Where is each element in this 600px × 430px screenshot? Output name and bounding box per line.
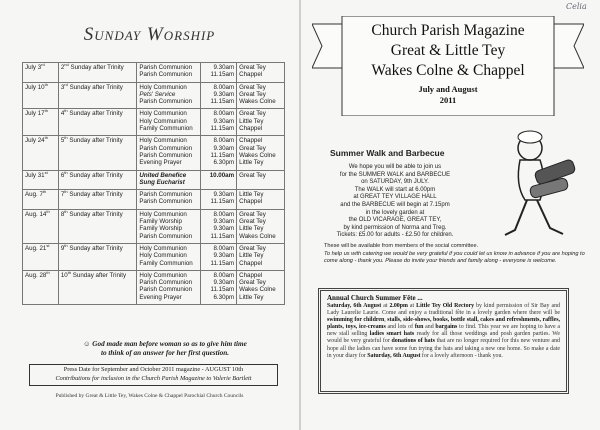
date-suffix: th — [44, 135, 48, 141]
summer-walk-details — [320, 164, 470, 240]
sunday-suffix: rd — [64, 81, 68, 87]
time-cell — [201, 170, 237, 190]
fete-text-segment: by kind permission of Sir Bay and Lady Laurelie Laurie. Come and enjoy a traditional fête in a lovely garden where there will be — [327, 303, 560, 317]
service-name: Parish Communion — [139, 286, 193, 294]
place-cell — [237, 190, 285, 210]
service-name: Holy Communion — [139, 110, 187, 118]
service-place: Great Tey — [239, 244, 266, 252]
sunday-text: Sunday after Trinity — [67, 244, 123, 252]
contributions-note: Contributions for inclusion in the Church Parish Magazine to Valerie Bartlett — [55, 374, 252, 382]
time-cell — [201, 109, 237, 136]
service-place: Wakes Colne — [239, 232, 276, 240]
service-time: 8.00am — [213, 83, 235, 91]
magazine-banner — [312, 16, 584, 116]
service-name: Holy Communion — [139, 244, 187, 252]
sunday-number: 7 — [60, 191, 65, 199]
summer-walk-line: the OLD VICARAGE, GREAT TEY, — [348, 217, 442, 224]
date-cell — [23, 209, 59, 243]
service-place: Little Tey — [239, 225, 264, 233]
service-name: Holy Communion — [139, 252, 187, 260]
date-suffix: th — [46, 208, 50, 214]
sunday-number: 4 — [60, 110, 65, 118]
sunday-suffix: th — [67, 269, 72, 275]
banner-year: 2011 — [439, 95, 457, 105]
service-name: Holy Communion — [139, 83, 187, 91]
time-cell — [201, 243, 237, 270]
sunday-text: Sunday after Trinity — [67, 210, 123, 218]
table-row — [23, 190, 285, 210]
service-time: 11.15am — [210, 198, 235, 206]
chef-illustration — [485, 130, 580, 240]
service-time: 11.15am — [210, 259, 235, 267]
summer-walk-title: Summer Walk and Barbecue — [330, 148, 445, 158]
service-place: Wakes Colne — [239, 98, 276, 106]
place-cell — [237, 136, 285, 170]
summer-walk-line: for the SUMMER WALK and BARBECUE — [339, 171, 451, 178]
sunday-cell — [58, 63, 137, 83]
sunday-text: Sunday after Trinity — [67, 171, 123, 179]
service-name: Parish Communion — [139, 98, 193, 106]
sunday-suffix: th — [64, 189, 68, 195]
time-cell — [201, 190, 237, 210]
fete-text-segment: for a lovely afternoon - thank you. — [420, 352, 503, 359]
fete-text-segment: ready for all those weddings and posh garden parties. We would be very grateful for — [327, 331, 560, 345]
service-cell — [137, 136, 201, 170]
service-place: Chappel — [239, 137, 263, 145]
joke-line-1: God made man before woman so as to give him time — [92, 340, 247, 348]
service-place: Great Tey — [239, 171, 266, 179]
sunday-suffix: th — [64, 169, 68, 175]
service-name: Holy Communion — [139, 117, 187, 125]
service-time: 11.15am — [210, 232, 235, 240]
service-name: Holy Communion — [139, 210, 187, 218]
service-time: 8.00am — [213, 271, 235, 279]
service-name: Holy Communion — [139, 137, 187, 145]
service-place: Little Tey — [239, 159, 264, 167]
sunday-number: 10 — [60, 271, 68, 279]
fete-text-segment: to find. This year we are hoping to have a new stall selling — [327, 324, 560, 338]
service-cell — [137, 243, 201, 270]
date: July 3 — [25, 64, 42, 71]
handwritten-name: Celia — [566, 2, 587, 11]
service-place: Great Tey — [239, 64, 266, 71]
service-name: Family Worship — [139, 218, 182, 226]
left-page — [0, 0, 299, 430]
summer-walk-line: at GREAT TEY VILLAGE HALL — [353, 194, 437, 201]
table-row — [23, 243, 285, 270]
fete-text-segment: donations of hats — [391, 338, 435, 345]
sunday-suffix: th — [64, 135, 68, 141]
sunday-cell — [58, 170, 137, 190]
place-cell — [237, 209, 285, 243]
service-place: Wakes Colne — [239, 286, 276, 294]
service-time: 9.30am — [213, 90, 235, 98]
sunday-cell — [58, 270, 137, 304]
fete-text-segment: ladies smart hats — [369, 331, 415, 338]
date: July 31 — [25, 171, 45, 179]
service-name: Family Communion — [139, 259, 193, 267]
service-place: Great Tey — [239, 110, 266, 118]
service-time: 9.30am — [213, 64, 235, 71]
sunday-text: Sunday after Trinity — [71, 271, 127, 279]
sunday-suffix: th — [64, 208, 68, 214]
publisher-note: Published by Great & Little Tey, Wakes Colne & Chappel Parochial Church Councils — [55, 393, 244, 399]
fete-text-segment: and lots of — [385, 324, 415, 331]
service-cell — [137, 82, 201, 109]
date-cell — [23, 270, 59, 304]
service-place: Chappel — [239, 125, 263, 133]
tickets-availability: These will be available from members of the social committee. — [324, 243, 479, 249]
service-place: Chappel — [239, 259, 263, 267]
place-cell — [237, 270, 285, 304]
service-time: 11.15am — [210, 125, 235, 133]
place-cell — [237, 243, 285, 270]
service-time: 11.15am — [210, 286, 235, 294]
sunday-number: 6 — [60, 171, 65, 179]
page-title: Sunday Worship — [83, 24, 216, 45]
date-suffix: th — [46, 269, 50, 275]
service-place: Chappel — [239, 71, 263, 79]
service-time: 8.00am — [213, 244, 235, 252]
table-row — [23, 136, 285, 170]
date-suffix: st — [44, 169, 48, 175]
table-row — [23, 170, 285, 190]
place-cell — [237, 82, 285, 109]
place-cell — [237, 170, 285, 190]
summer-walk-line: We hope you will be able to join us — [348, 164, 442, 170]
date-cell — [23, 190, 59, 210]
fete-text-segment: at — [381, 303, 390, 309]
smiley-icon: ☺ — [83, 340, 93, 348]
date-cell — [23, 170, 59, 190]
sunday-suffix: nd — [64, 61, 69, 67]
service-place: Great Tey — [239, 90, 266, 98]
time-cell — [201, 82, 237, 109]
table-row — [23, 82, 285, 109]
time-cell — [201, 209, 237, 243]
table-row — [23, 270, 285, 304]
service-place: Little Tey — [239, 293, 264, 301]
service-name: Family Worship — [139, 225, 182, 233]
fete-text-segment: Saturday, 6th August — [367, 352, 421, 359]
service-place: Chappel — [239, 271, 263, 279]
service-time: 9.30am — [213, 117, 235, 125]
sunday-number: 3 — [60, 83, 65, 91]
service-name: Evening Prayer — [139, 159, 182, 167]
service-time: 6.30pm — [213, 159, 235, 167]
service-name: Pets' Service — [139, 90, 176, 98]
service-time: 9.30am — [213, 252, 235, 260]
worship-table — [22, 62, 285, 305]
date: July 24 — [25, 137, 45, 145]
summer-walk-line: Tickets: £5.00 for adults - £2.50 for children. — [336, 232, 454, 239]
date-cell — [23, 109, 59, 136]
service-time: 8.00am — [213, 137, 235, 145]
service-name: Parish Communion — [139, 279, 193, 287]
date-suffix: th — [44, 81, 48, 87]
joke-line-2: to think of an answer for her first question. — [100, 348, 229, 357]
sunday-cell — [58, 109, 137, 136]
service-name: Parish Communion — [139, 144, 193, 152]
date-suffix: th — [42, 189, 47, 195]
service-name: Parish Communion — [139, 198, 193, 206]
service-place: Little Tey — [239, 191, 264, 199]
fete-text-segment: fun — [414, 324, 424, 331]
press-date: Press Date for September and October 2011 magazine - AUGUST 10th — [63, 366, 244, 373]
fete-text-segment: Saturday, 6th August — [327, 303, 382, 309]
service-time: 8.00am — [213, 110, 235, 118]
service-place: Great Tey — [239, 144, 266, 152]
banner-title: Church Parish Magazine — [371, 22, 525, 39]
service-cell — [137, 109, 201, 136]
service-cell — [137, 209, 201, 243]
date-cell — [23, 136, 59, 170]
service-name: Parish Communion — [139, 232, 193, 240]
date: July 17 — [25, 110, 45, 118]
date-cell — [23, 63, 59, 83]
service-name: Evening Prayer — [139, 293, 182, 301]
service-name: Holy Communion — [139, 271, 187, 279]
joke — [60, 340, 270, 357]
summer-walk-note — [324, 243, 589, 266]
sunday-number: 2 — [60, 64, 65, 71]
date-suffix: st — [46, 242, 50, 248]
service-place: Great Tey — [239, 83, 266, 91]
fete-text-segment: 2.00pm — [389, 303, 408, 309]
table-row — [23, 209, 285, 243]
service-time: 9.30am — [213, 279, 235, 287]
service-name: Parish Communion — [139, 64, 193, 71]
service-name: Parish Communion — [139, 191, 193, 199]
service-place: Great Tey — [239, 210, 266, 218]
sunday-suffix: th — [64, 242, 68, 248]
service-name: Parish Communion — [139, 151, 193, 159]
fete-text-segment: , — [384, 317, 388, 324]
date: Aug. 28 — [25, 271, 47, 279]
service-time: 9.30am — [213, 218, 235, 226]
sunday-text: Sunday after Trinity — [67, 191, 123, 199]
fete-box — [318, 288, 569, 394]
sunday-cell — [58, 209, 137, 243]
service-time: 9.30am — [213, 144, 235, 152]
service-time: 8.00am — [213, 210, 235, 218]
service-place: Great Tey — [239, 218, 266, 226]
banner-parishes-1: Great & Little Tey — [390, 42, 506, 59]
fete-text-segment: stalls, side-shows, books, bottle stall, cakes and refreshments, raffles, plants, toys, ice-creams — [327, 317, 560, 331]
sunday-cell — [58, 136, 137, 170]
banner-parishes-2: Wakes Colne & Chappel — [371, 62, 525, 79]
fete-text-segment: at — [407, 303, 417, 309]
service-cell — [137, 270, 201, 304]
service-cell — [137, 190, 201, 210]
time-cell — [201, 63, 237, 83]
sunday-text: Sunday after Trinity — [67, 110, 123, 118]
table-row — [23, 63, 285, 83]
date-cell — [23, 243, 59, 270]
time-cell — [201, 136, 237, 170]
summer-walk-line: and the BARBECUE will begin at 7.15pm — [340, 201, 450, 208]
service-cell — [137, 63, 201, 83]
service-place: Wakes Colne — [239, 151, 276, 159]
table-row — [23, 109, 285, 136]
fete-text-segment: Little Tey Old Rectory — [416, 303, 475, 309]
sunday-suffix: th — [64, 108, 68, 114]
service-time: 11.15am — [210, 71, 235, 79]
date-suffix: th — [44, 108, 48, 114]
service-name: Parish Communion — [139, 71, 193, 79]
service-place: Little Tey — [239, 117, 264, 125]
date: Aug. 7 — [25, 191, 43, 199]
service-time: 9.30am — [213, 225, 235, 233]
date: July 10 — [25, 83, 45, 91]
sunday-cell — [58, 190, 137, 210]
service-cell — [137, 170, 201, 190]
sunday-number: 8 — [60, 210, 65, 218]
sunday-text: Sunday after Trinity — [68, 64, 124, 71]
fete-body — [327, 303, 560, 360]
date-cell — [23, 82, 59, 109]
service-time: 11.15am — [210, 151, 235, 159]
date-suffix: rd — [41, 61, 45, 67]
date: Aug. 14 — [25, 210, 47, 218]
sunday-text: Sunday after Trinity — [67, 83, 123, 91]
place-cell — [237, 109, 285, 136]
summer-walk-line: on SATURDAY, 9th JULY. — [361, 179, 429, 186]
service-place: Little Tey — [239, 252, 264, 260]
service-name: Family Communion — [139, 125, 193, 133]
service-time: 10.00am — [209, 171, 235, 179]
summer-walk-line: The WALK will start at 6.00pm — [354, 186, 436, 193]
service-time: 11.15am — [210, 98, 235, 106]
press-date-box — [29, 364, 278, 386]
summer-walk-line: by kind permission of Norma and Treg. — [343, 224, 447, 231]
sunday-cell — [58, 243, 137, 270]
fete-text-segment: bargains — [435, 324, 458, 331]
place-cell — [237, 63, 285, 83]
sunday-number: 5 — [60, 137, 65, 145]
service-time: 6.30pm — [213, 293, 235, 301]
sunday-cell — [58, 82, 137, 109]
fete-text-segment: swimming for children — [327, 317, 385, 324]
date: Aug. 21 — [25, 244, 47, 252]
sunday-text: Sunday after Trinity — [67, 137, 123, 145]
summer-walk-line: in the lovely garden at — [365, 209, 425, 216]
service-time: 9.30am — [213, 191, 235, 199]
banner-issue: July and August — [418, 84, 478, 94]
sunday-number: 9 — [60, 244, 65, 252]
service-place: Chappel — [239, 198, 263, 206]
service-place: Great Tey — [239, 279, 266, 287]
service-name: United Benefice Sung Eucharist — [139, 171, 187, 186]
time-cell — [201, 270, 237, 304]
catering-note: To help us with catering we would be very grateful if you could let us know in advance if you are hoping to come along - thank you. Please do invite your friends and family along - everyone is welcome. — [324, 250, 585, 264]
fete-text-segment: and — [423, 324, 436, 331]
fete-title: Annual Church Summer Fête ... — [327, 294, 423, 302]
fete-text-segment: that are no longer required for this new venture and hope all the ladies can have some fun trying the hats and taking a new one home. So make a date in your diary for — [327, 338, 560, 359]
